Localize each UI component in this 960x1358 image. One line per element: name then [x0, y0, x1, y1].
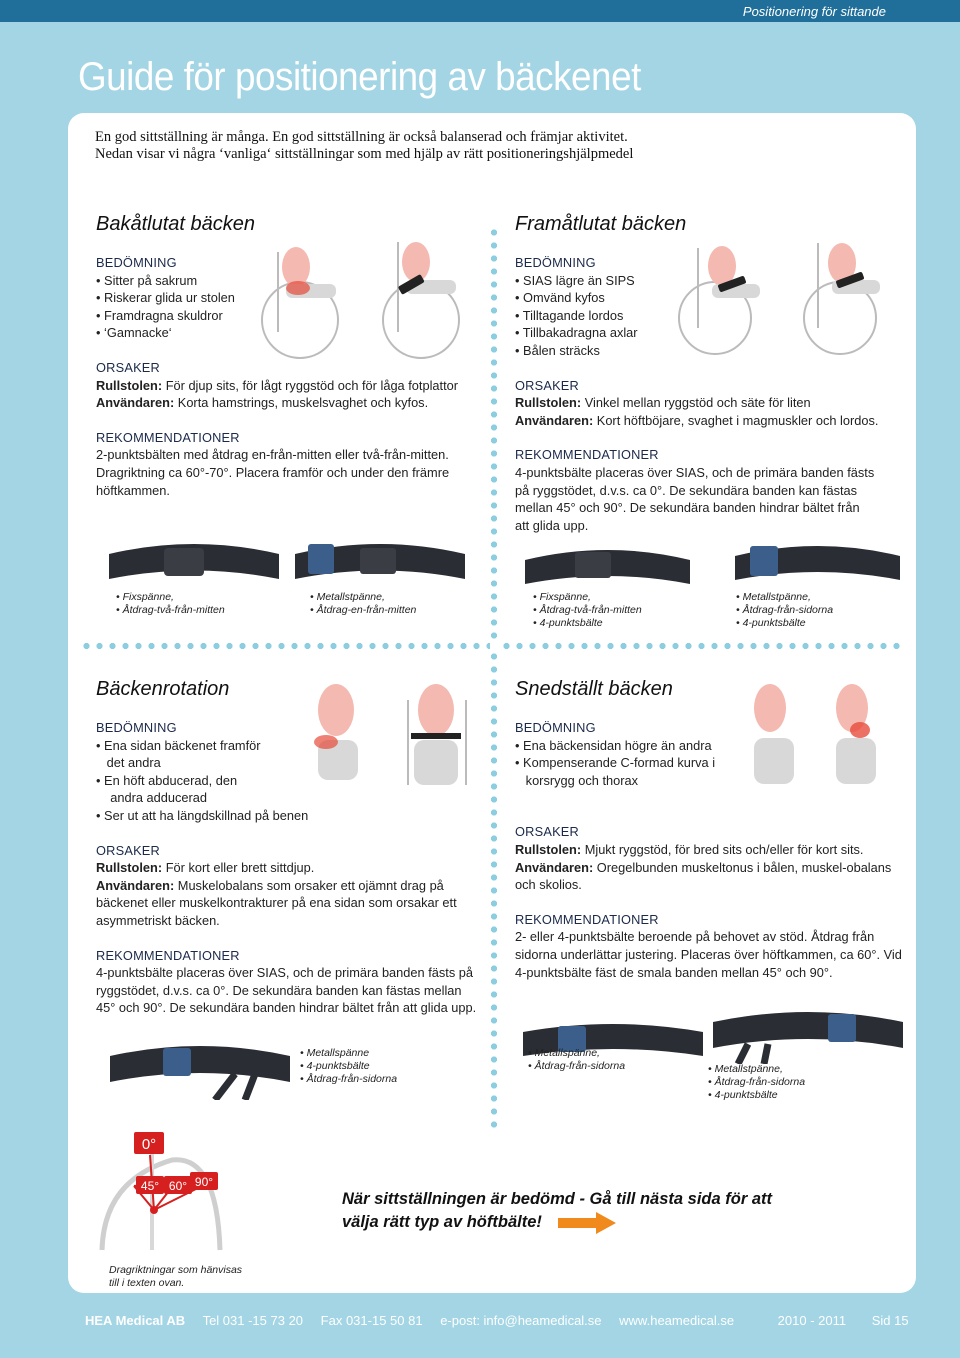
recommendation-line: Dragriktning ca 60°-70°. Placera framför och under den främre: [96, 464, 450, 480]
user-cause: Muskelobalans som orsaker ett ojämnt drag på: [177, 877, 444, 893]
belt-image: [708, 1000, 908, 1064]
wheelchair-label: Rullstolen:: [515, 395, 582, 411]
assessment-heading: BEDÖMNING: [96, 255, 177, 270]
diagram-caption-line: till i texten ovan.: [109, 1277, 185, 1289]
belt-caption: [736, 591, 833, 630]
horizontal-separator: [80, 642, 490, 650]
user-label: Användaren:: [515, 859, 594, 875]
recommendation-line: 45° och 90°. De sekundära banden hindrar bältet från att glida upp.: [96, 1000, 477, 1016]
recommendation-line: 2- eller 4-punktsbälte beroende på behovet av stöd. Åtdrag från: [515, 929, 875, 945]
angle-text: 45°: [140, 1179, 160, 1193]
wheelchair-cause: För kort eller brett sittdjup.: [165, 860, 315, 876]
assessment-item: • Bålen sträcks: [515, 342, 600, 358]
footer-year: 2010 - 2011: [777, 1313, 847, 1328]
wheelchair-cause: Mjukt ryggstöd, för bred sits och/eller för kort sits.: [584, 841, 864, 857]
diagram-caption: [109, 1264, 242, 1290]
recommendation-line: 4-punktsbälte fäst de smala banden mellan 45° och 90°.: [515, 964, 833, 980]
angle-text: 0°: [141, 1136, 157, 1153]
assessment-item: • Ena sidan bäckenet framför: [96, 737, 261, 753]
belt-caption: [533, 591, 642, 630]
wheelchair-cause: För djup sits, för lågt ryggstöd och för låga fotplattor: [165, 377, 459, 393]
recommendation-line: på ryggstödet, d.v.s. ca 0°. De sekundära banden kan fästas: [515, 482, 858, 498]
belt-caption-line: • Åtdrag-från-sidorna: [528, 1060, 626, 1072]
wheelchair-label: Rullstolen:: [96, 860, 163, 876]
assessment-item: korsrygg och thorax: [515, 772, 639, 788]
wheelchair-label: Rullstolen:: [515, 841, 582, 857]
forward-pelvis-illustration: [660, 228, 905, 358]
user-label: Användaren:: [96, 877, 175, 893]
footer-phone: Tel 031 -15 73 20: [202, 1313, 304, 1328]
recommendation-line: 4-punktsbälte placeras över SIAS, och de primära banden fästs: [515, 464, 875, 480]
recommendation-line: att glida upp.: [515, 517, 589, 533]
belt-caption-line: • Åtdrag-från-sidorna: [736, 604, 834, 616]
assessment-heading: BEDÖMNING: [515, 255, 596, 270]
causes-heading: ORSAKER: [515, 824, 579, 840]
belt-caption: [528, 1047, 625, 1073]
belt-caption-line: • Åtdrag-från-sidorna: [300, 1073, 398, 1085]
assessment-item: • Sitter på sakrum: [96, 272, 198, 288]
assessment-item: • Framdragna skuldror: [96, 307, 223, 323]
footer-email[interactable]: e-post: info@heamedical.se: [440, 1313, 602, 1328]
assessment-item: • Ena bäckensidan högre än andra: [515, 737, 712, 753]
intro-text: [95, 129, 633, 163]
angle-label-0: [134, 1132, 164, 1154]
footer-page: Sid 15: [871, 1313, 909, 1328]
recommendation-line: 4-punktsbälte placeras över SIAS, och de primära banden fästs på: [96, 965, 474, 981]
recommendation-line: höftkammen.: [96, 482, 170, 498]
footer-web[interactable]: www.heamedical.se: [619, 1313, 735, 1328]
belt-image: [520, 538, 695, 598]
belt-caption-line: • Metallstpänne,: [736, 591, 811, 603]
oblique-pelvis-illustration: [740, 668, 900, 808]
assessment-item: • Tillbakadragna axlar: [515, 325, 638, 341]
belt-caption: [708, 1063, 805, 1102]
assessment-item: andra adducerad: [96, 790, 207, 806]
intro-line-2: Nedan visar vi några ‘vanliga‘ sittställningar som med hjälp av rätt positioneringshjälpmedel: [95, 146, 634, 162]
angle-label-90: [190, 1172, 218, 1190]
belt-image: [730, 534, 905, 598]
belt-image: [104, 534, 284, 596]
assessment-item: • En höft abducerad, den: [96, 772, 238, 788]
belt-caption-line: • Metallstpänne,: [310, 591, 385, 603]
assessment-heading: BEDÖMNING: [96, 720, 177, 735]
belt-caption-line: • Fixspänne,: [533, 591, 591, 603]
recommendations-heading: REKOMMENDATIONER: [96, 429, 240, 445]
recommendations-heading: REKOMMENDATIONER: [515, 447, 659, 463]
belt-image: [290, 534, 470, 596]
section-title-backward: Bakåtlutat bäcken: [96, 213, 255, 235]
causes-heading: ORSAKER: [515, 377, 579, 393]
arrow-right-icon: [556, 1210, 618, 1236]
belt-caption-line: • Åtdrag-två-från-mitten: [533, 604, 642, 616]
recommendation-line: sidorna underlättar justering. Placeras över höftkammen, ca 60°. Vid: [515, 946, 902, 962]
pull-direction-diagram: [92, 1120, 242, 1260]
angle-label-60: [164, 1176, 192, 1194]
belt-caption-line: • Metallstpänne,: [708, 1063, 783, 1075]
belt-caption-line: • 4-punktsbälte: [736, 617, 806, 629]
wheelchair-cause: Vinkel mellan ryggstöd och säte för liten: [584, 395, 811, 411]
user-cause: Oregelbunden muskeltonus i bålen, muskel-obalans: [596, 859, 892, 875]
belt-caption-line: • Metallspänne,: [528, 1047, 600, 1059]
user-cause: Korta hamstrings, muskelsvaghet och kyfos.: [177, 395, 429, 411]
belt-caption-line: • Åtdrag-från-sidorna: [708, 1076, 806, 1088]
recommendations-heading: REKOMMENDATIONER: [96, 947, 240, 963]
user-cause: bäckenet eller muskelkontrakturer på ena sidan som orsakar ett: [96, 895, 457, 911]
section-tag: Positionering för sittande: [742, 4, 886, 19]
section-title-forward: Framåtlutat bäcken: [515, 213, 687, 235]
assessment-item: • Ser ut att ha längdskillnad på benen: [96, 807, 309, 823]
belt-caption: [300, 1047, 397, 1086]
recommendation-line: 2-punktsbälten med åtdrag en-från-mitten eller två-från-mitten.: [96, 447, 449, 463]
section-title-oblique: Snedställt bäcken: [515, 678, 673, 700]
footer: [85, 1313, 923, 1328]
top-bar: [0, 0, 960, 22]
horizontal-separator: [500, 642, 900, 650]
belt-image: [105, 1034, 295, 1100]
belt-caption-line: • 4-punktsbälte: [300, 1060, 370, 1072]
assessment-item: det andra: [96, 755, 161, 771]
belt-caption-line: • 4-punktsbälte: [708, 1089, 778, 1101]
assessment-item: • Riskerar glida ur stolen: [96, 290, 235, 306]
backward-pelvis-illustration: [238, 232, 483, 362]
assessment-item: • Omvänd kyfos: [515, 290, 605, 306]
section-title-rotation: Bäckenrotation: [96, 678, 230, 700]
rotation-pelvis-illustration: [296, 670, 486, 800]
user-label: Användaren:: [96, 395, 175, 411]
assessment-item: • Kompenserande C-formad kurva i: [515, 755, 716, 771]
causes-heading: ORSAKER: [96, 842, 160, 858]
assessment-item: • ‘Gamnacke‘: [96, 325, 172, 341]
vertical-separator: [490, 226, 498, 640]
belt-caption-line: • Åtdrag-två-från-mitten: [116, 604, 225, 616]
footer-company: HEA Medical AB: [85, 1313, 186, 1328]
belt-caption-line: • Åtdrag-en-från-mitten: [310, 604, 417, 616]
assessment-heading: BEDÖMNING: [515, 720, 596, 735]
angle-label-45: [136, 1176, 164, 1194]
recommendation-line: ryggstödet, d.v.s. ca 0°. De sekundära banden kan fästas mellan: [96, 982, 462, 998]
belt-caption-line: • Metallspänne: [300, 1047, 370, 1059]
cta-line-2: välja rätt typ av höftbälte!: [342, 1213, 542, 1231]
user-cause: asymmetriskt bäcken.: [96, 912, 220, 928]
belt-caption-line: • 4-punktsbälte: [533, 617, 603, 629]
recommendations-heading: REKOMMENDATIONER: [515, 911, 659, 927]
user-cause: och skolios.: [515, 877, 582, 893]
diagram-caption-line: Dragriktningar som hänvisas: [109, 1264, 243, 1276]
footer-fax: Fax 031-15 50 81: [320, 1313, 423, 1328]
assessment-item: • SIAS lägre än SIPS: [515, 272, 635, 288]
assessment-item: • Tilltagande lordos: [515, 307, 624, 323]
belt-caption: [116, 591, 225, 617]
causes-heading: ORSAKER: [96, 359, 160, 375]
vertical-separator: [490, 650, 498, 1130]
recommendation-line: mellan 45° och 90°. De sekundära banden hindrar bältet från: [515, 500, 860, 516]
wheelchair-label: Rullstolen:: [96, 377, 163, 393]
belt-caption-line: • Fixspänne,: [116, 591, 174, 603]
user-cause: Kort höftböjare, svaghet i magmuskler och lordos.: [596, 412, 879, 428]
angle-text: 60°: [168, 1179, 188, 1193]
cta-line-1: När sittställningen är bedömd - Gå till nästa sida för att: [342, 1190, 772, 1208]
angle-text: 90°: [194, 1175, 214, 1189]
user-label: Användaren:: [515, 412, 594, 428]
page-title: Guide för positionering av bäckenet: [78, 55, 641, 99]
intro-line-1: En god sittställning är många. En god sittställning är också balanserad och främjar aktivitet.: [95, 129, 628, 145]
belt-caption: [310, 591, 416, 617]
